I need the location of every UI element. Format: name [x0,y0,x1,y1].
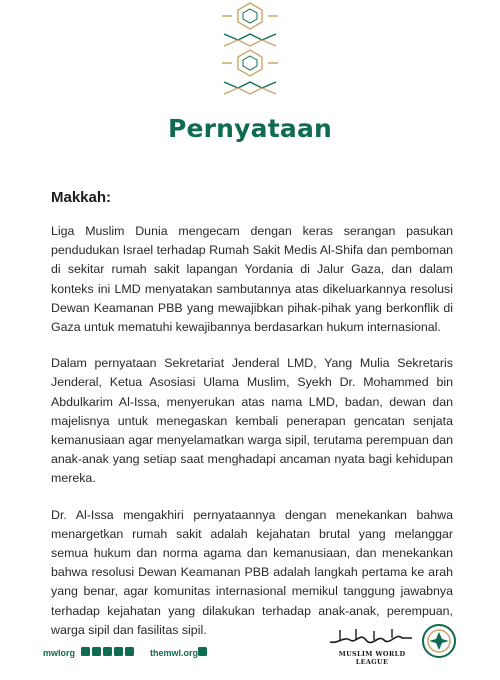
web-icon [198,647,207,656]
telegram-icon[interactable] [125,647,134,656]
paragraph-3: Dr. Al-Issa mengakhiri pernyataannya dengan menekankan bahwa menargetkan rumah sakit adalah kejahatan brutal yang melanggar semua hukum dan norma agama dan kemanusiaan, dan menekankan bahwa resolusi Dewan Keamanan PBB adalah langkah pertama ke arah yang benar, agar komunitas internasional memikul tanggung jawabnya terhadap kejahatan yang dilakukan terhadap anak-anak, perempuan, warga sipil dan fasilitas sipil. [51,507,453,637]
facebook-icon[interactable] [92,647,101,656]
instagram-icon[interactable] [103,647,112,656]
mwl-emblem-icon [421,623,457,659]
social-icons [81,647,134,656]
paragraph-2: Dalam pernyataan Sekretariat Jenderal LMD, Yang Mulia Sekretaris Jenderal, Ketua Asosiasi Ulama Muslim, Syekh Dr. Mohammed bin Abdulkarim Al-Issa, menyerukan atas nama LMD, badan, dewan dan majelisnya untuk menegaskan kembali penerapan gencatan senjata kemanusiaan agar menyelamatkan warga sipil, terutama perempuan dan anak-anak yang setiap saat menghadapi ancaman nyata bagi kehidupan mereka. [51,356,453,486]
social-handle: mwlorg [43,648,76,658]
dateline-location: Makkah: [51,189,112,206]
paragraph-1: Liga Muslim Dunia mengecam dengan keras serangan pasukan pendudukan Israel terhadap Rumah Sakit Medis Al-Shifa dan pemboman di sekitar rumah sakit lapangan Yordania di Jalur Gaza, dan dalam konteks ini LMD menyatakan sambutannya atas dikeluarkannya resolusi Dewan Keamanan PBB yang mewajibkan pihak-pihak yang berkonflik di Gaza untuk mematuhi kewajibannya berdasarkan hukum internasional. [51,224,453,335]
footer [0,618,500,668]
website-link[interactable]: themwl.org [150,648,199,658]
logo-arabic-calligraphy [326,626,416,648]
youtube-icon[interactable] [114,647,123,656]
statement-body [51,222,453,657]
page-title: Pernyataan [167,114,333,143]
logo-english: MUSLIM WORLD LEAGUE [338,650,406,666]
x-icon[interactable] [81,647,90,656]
decorative-ornament [218,0,282,104]
